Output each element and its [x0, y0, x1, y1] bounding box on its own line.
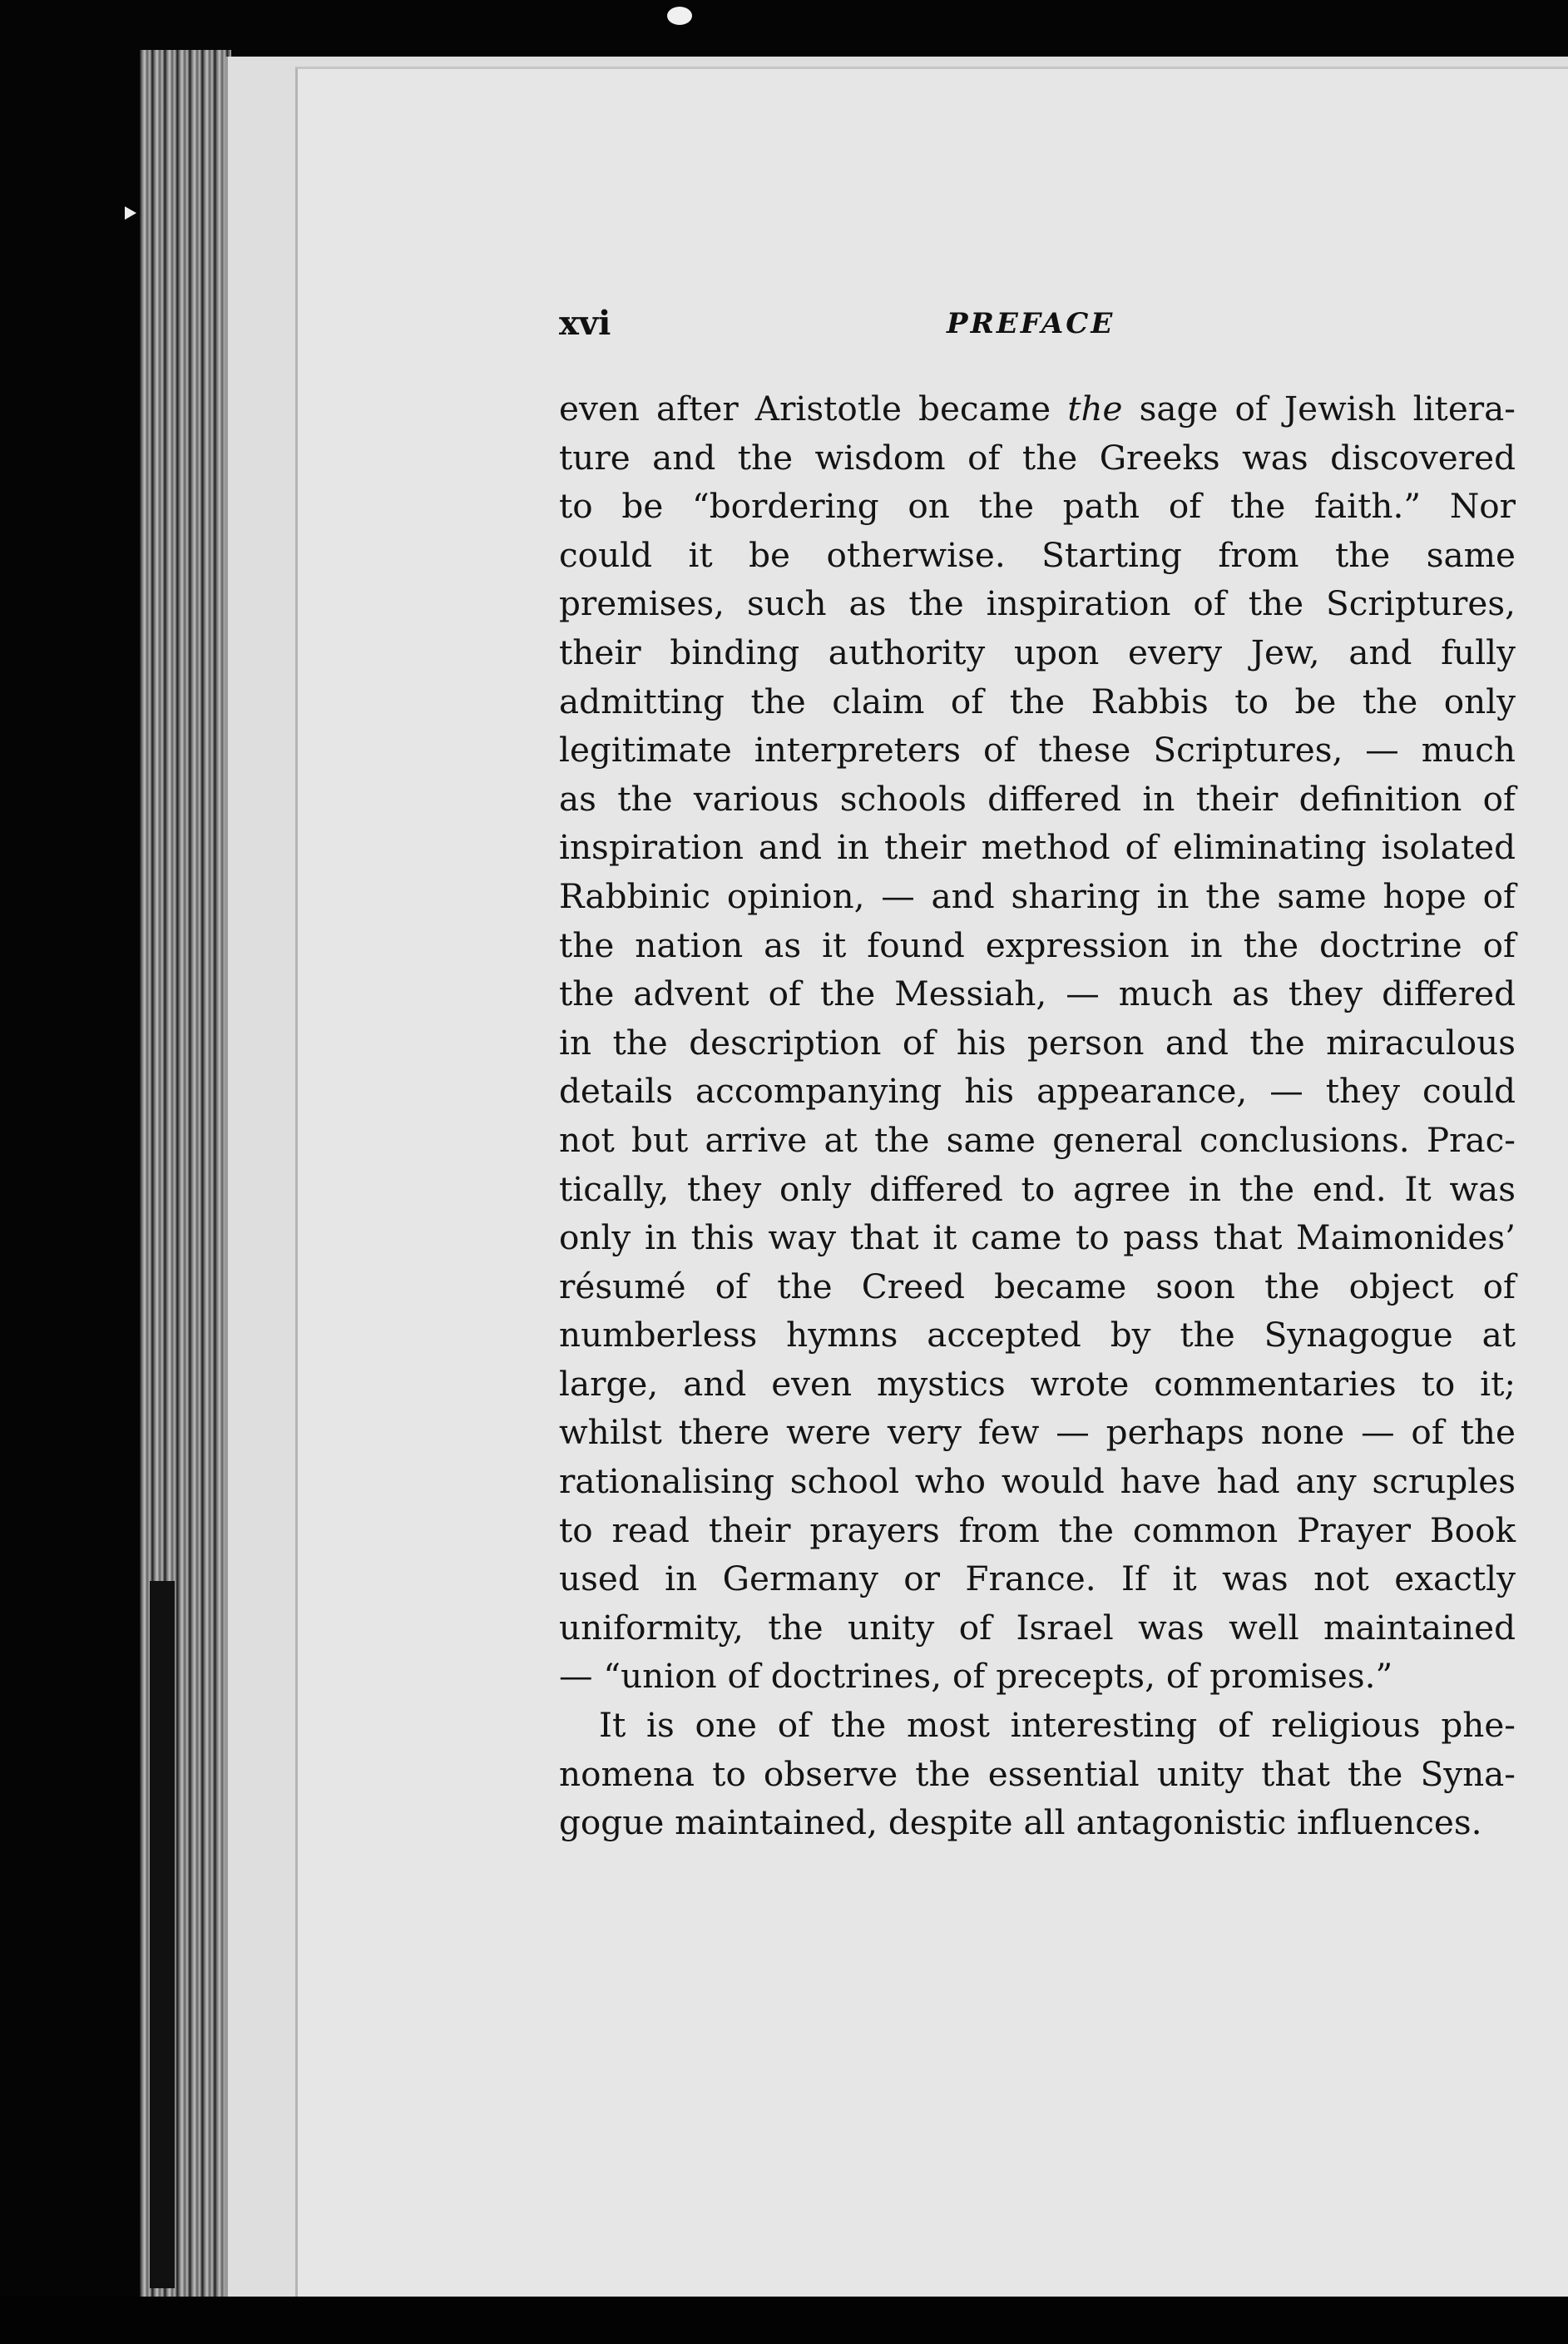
text-line: — “union of doctrines, of precepts, of promises.”: [559, 1656, 1393, 1697]
scan-bottom-border: [0, 2297, 1568, 2344]
page-number: xvi: [559, 304, 611, 343]
text-line: uniformity, the unity of Israel was well maintained: [559, 1607, 1516, 1648]
text-line: ture and the wisdom of the Greeks was discovered: [559, 437, 1516, 478]
text-line: their binding authority upon every Jew, and fully: [559, 632, 1516, 672]
text-line: premises, such as the inspiration of the Scriptures,: [559, 583, 1516, 624]
text-line: rationalising school who would have had any scruples: [559, 1461, 1516, 1502]
text-line: to be “bordering on the path of the faith.” Nor: [559, 486, 1516, 527]
text-line: Rabbinic opinion, — and sharing in the same hope of: [559, 875, 1516, 916]
body-text: [559, 384, 1516, 1847]
italic-word: the: [1067, 389, 1123, 429]
scan-artifact-dot: [667, 7, 692, 25]
text-line: legitimate interpreters of these Scriptures, — much: [559, 730, 1516, 771]
text-line: could it be otherwise. Starting from the same: [559, 534, 1516, 575]
text-line: as the various schools differed in their definition of: [559, 778, 1516, 819]
text-line: numberless hymns accepted by the Synagogue at: [559, 1315, 1516, 1355]
text-line: admitting the claim of the Rabbis to be the only: [559, 681, 1516, 721]
text-line: gogue maintained, despite all antagonistic influences.: [559, 1802, 1482, 1843]
text-line: even after Aristotle became the sage of Jewish litera-: [559, 389, 1516, 429]
binding-shadow: [150, 1581, 175, 2288]
text-line: nomena to observe the essential unity that the Syna-: [559, 1753, 1516, 1794]
text-line: not but arrive at the same general conclusions. Prac-: [559, 1119, 1516, 1160]
text-line: large, and even mystics wrote commentaries to it;: [559, 1363, 1516, 1404]
text-line: It is one of the most interesting of religious phe-: [599, 1705, 1516, 1746]
text-line: the nation as it found expression in the doctrine of: [559, 924, 1516, 965]
running-title: PREFACE: [947, 307, 1115, 340]
text-line: inspiration and in their method of eliminating isolated: [559, 827, 1516, 868]
text-line: to read their prayers from the common Prayer Book: [559, 1509, 1516, 1550]
text-line: whilst there were very few — perhaps none — of the: [559, 1412, 1516, 1453]
text-line: in the description of his person and the miraculous: [559, 1022, 1516, 1063]
running-head: [559, 304, 1516, 354]
text-line: résumé of the Creed became soon the object of: [559, 1266, 1516, 1306]
text-line: tically, they only differed to agree in the end. It was: [559, 1168, 1516, 1209]
text-line: details accompanying his appearance, — they could: [559, 1071, 1516, 1112]
text-line: the advent of the Messiah, — much as they differed: [559, 974, 1516, 1014]
text-line: only in this way that it came to pass that Maimonides’: [559, 1217, 1516, 1258]
scan-artifact-mark: [125, 206, 136, 220]
text-line: used in Germany or France. If it was not exactly: [559, 1559, 1516, 1599]
